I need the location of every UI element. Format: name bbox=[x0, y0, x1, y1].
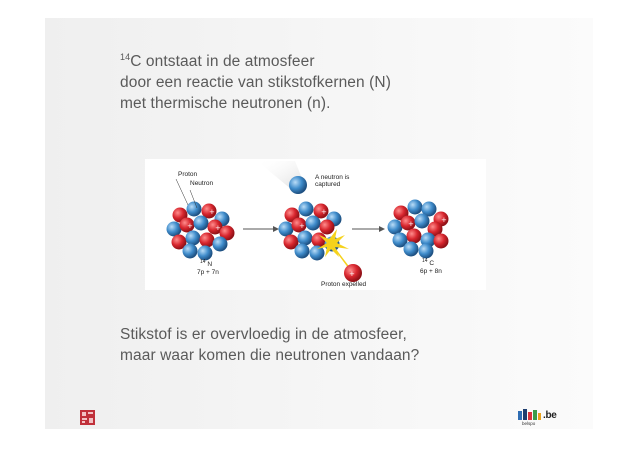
incoming-neutron bbox=[289, 176, 307, 194]
intro-line-2: door een reactie van stikstofkernen (N) bbox=[120, 74, 391, 91]
carbon-nucleus bbox=[388, 200, 449, 259]
outro-line-1: Stikstof is er overvloedig in de atmosfeer, bbox=[120, 326, 407, 343]
nitrogen-nucleus bbox=[167, 202, 235, 261]
svg-text:+: + bbox=[441, 216, 447, 224]
isotope-superscript: 14 bbox=[120, 52, 131, 62]
belspo-domain-suffix: .be bbox=[543, 410, 557, 421]
logo-tile-icon bbox=[80, 410, 95, 425]
intro-text bbox=[120, 51, 391, 114]
svg-text:+: + bbox=[321, 208, 327, 216]
svg-text:+: + bbox=[187, 222, 193, 230]
intro-line-3: met thermische neutronen (n). bbox=[120, 95, 331, 112]
carbon-composition-label: 6p + 8n bbox=[420, 268, 442, 275]
belspo-logo-icon bbox=[518, 409, 542, 421]
svg-text:+: + bbox=[408, 220, 414, 228]
captured-label-line-1: A neutron is bbox=[315, 174, 350, 181]
svg-text:+: + bbox=[349, 270, 355, 278]
svg-text:+: + bbox=[215, 224, 221, 232]
carbon-symbol-label: $^{14}$ C bbox=[422, 258, 435, 267]
outro-line-2: maar waar komen die neutronen vandaan? bbox=[120, 347, 420, 364]
svg-text:+: + bbox=[209, 208, 215, 216]
neutron-label: Neutron bbox=[190, 180, 214, 187]
proton-label: Proton bbox=[178, 171, 198, 178]
belspo-caption: belspo bbox=[522, 421, 536, 426]
nuclear-reaction-diagram bbox=[145, 159, 486, 290]
proton-expelled-label: Proton expelled bbox=[321, 281, 367, 288]
svg-text:+: + bbox=[299, 222, 305, 230]
compound-nucleus bbox=[279, 202, 342, 261]
outro-text bbox=[120, 324, 419, 366]
captured-label-line-2: captured bbox=[315, 181, 341, 188]
intro-line-1: $^{14}$C ontstaat in de atmosfeer bbox=[120, 52, 315, 70]
nitrogen-symbol-label: $^{14}$ N bbox=[200, 259, 213, 268]
nitrogen-composition-label: 7p + 7n bbox=[197, 269, 219, 276]
